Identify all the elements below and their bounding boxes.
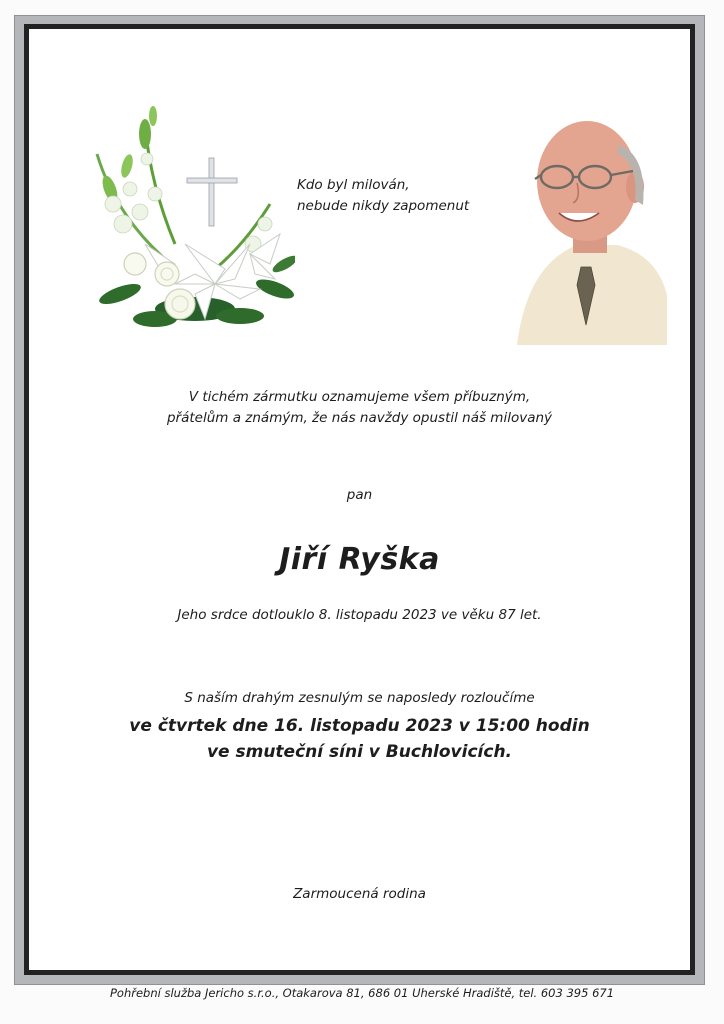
face xyxy=(537,121,637,241)
motto-quote xyxy=(297,175,469,217)
ceremony-place: ve smuteční síni v Buchlovicích. xyxy=(206,742,513,762)
cross-icon xyxy=(187,158,237,226)
announcement-text xyxy=(29,387,690,429)
announcement-line-2: přátelům a známým, že nás navždy opustil náš milovaný xyxy=(166,410,553,426)
ceremony-details xyxy=(29,713,690,765)
outer-frame xyxy=(14,15,705,985)
ceremony-date-time: ve čtvrtek dne 16. listopadu 2023 v 15:00 hodin xyxy=(129,716,590,736)
announcement-line-1: V tichém zármutku oznamujeme všem příbuzným, xyxy=(188,389,531,405)
deceased-name: Jiří Ryška xyxy=(279,542,440,577)
motto-line-2: nebude nikdy zapomenut xyxy=(297,198,470,214)
mourning-border xyxy=(24,24,695,975)
title-word: pan xyxy=(346,487,373,503)
motto-line-1: Kdo byl milován, xyxy=(297,177,410,193)
deceased-portrait xyxy=(507,95,667,345)
funeral-service-footer: Pohřební služba Jericho s.r.o., Otakarova 81, 686 01 Uherské Hradiště, tel. 603 395 671 xyxy=(109,986,615,1000)
signature: Zarmoucená rodina xyxy=(293,886,426,902)
farewell-intro: S naším drahým zesnulým se naposledy rozloučíme xyxy=(184,690,535,706)
notice-content xyxy=(29,29,690,970)
flower-bouquet-image xyxy=(75,94,295,339)
death-info: Jeho srdce dotlouklo 8. listopadu 2023 ve věku 87 let. xyxy=(177,607,542,623)
